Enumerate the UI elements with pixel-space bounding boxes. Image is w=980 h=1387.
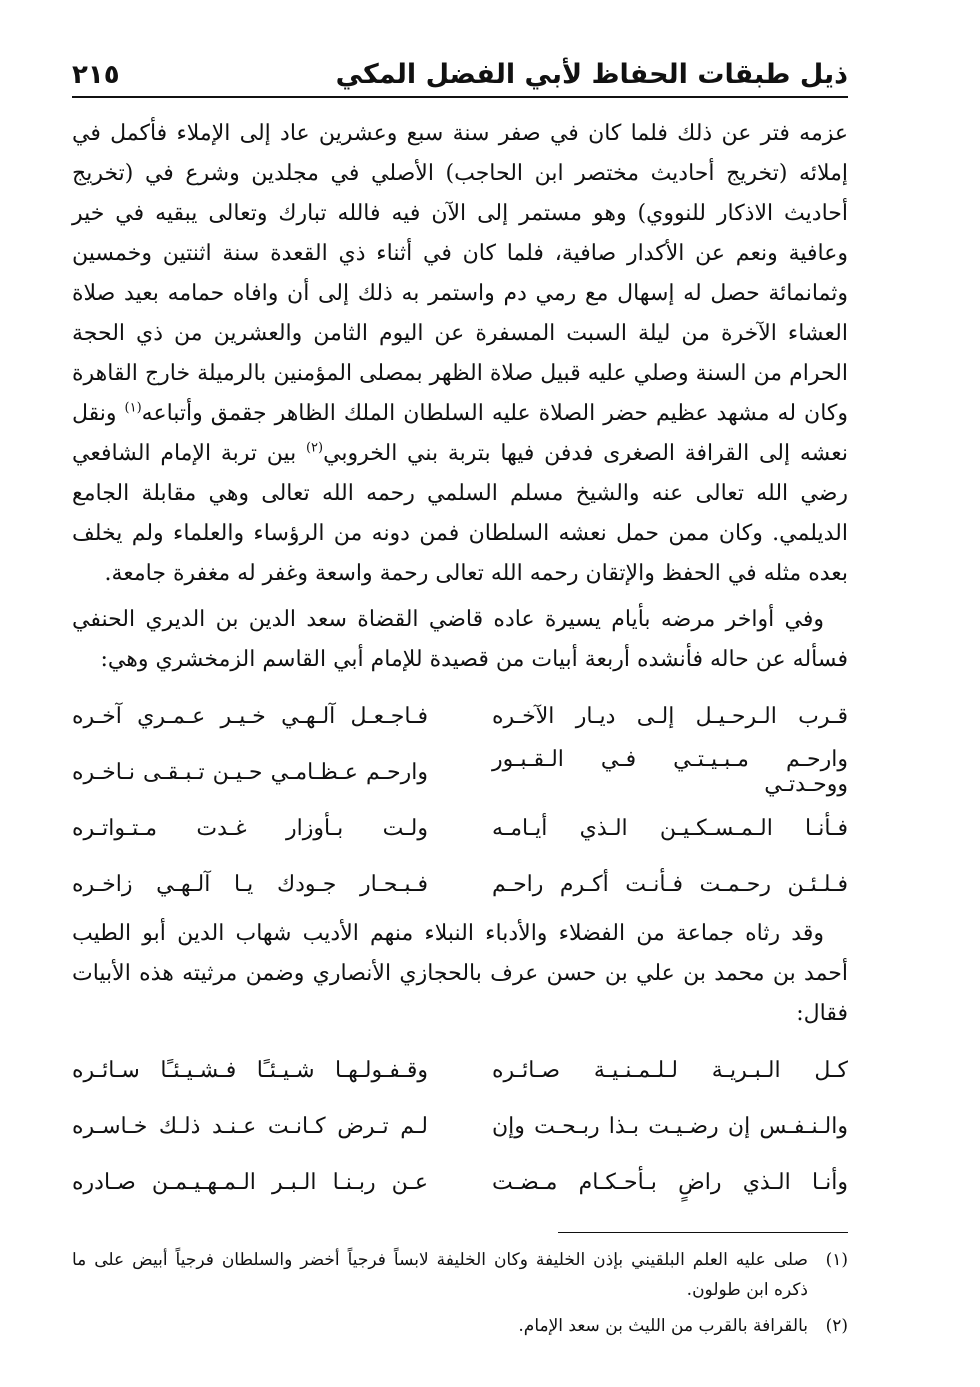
verse-first-hemistich: فـأنـا الـمـسـكـيـن الـذي أيـامـه bbox=[492, 815, 848, 841]
verse-first-hemistich: قـرب الـرحـيـل إلـى ديـار الآخـره bbox=[492, 703, 848, 729]
verse-second-hemistich: وقـفـولـهـا شـيـئـًا فـشـيـئـًا سـائـره bbox=[72, 1057, 428, 1083]
verse-second-hemistich: عـن ربـنـا الـبـر الـمـهـيـمـن صـادره bbox=[72, 1169, 428, 1195]
footnote-number: (١) bbox=[825, 1250, 848, 1270]
verse-line bbox=[72, 1154, 848, 1210]
running-head: ذيل طبقات الحفاظ لأبي الفضل المكي bbox=[335, 59, 848, 90]
verse-first-hemistich: كـل الـبـريـة لـلـمـنـيـة صـائـره bbox=[492, 1057, 848, 1083]
verse-first-hemistich: وأنـا الـذي راضٍ بـأحـكـام مـضـت bbox=[492, 1169, 848, 1195]
verse-first-hemistich: فـلـئـن رحـمـت فـأنـت أكـرم راحـم bbox=[492, 871, 848, 897]
header-rule bbox=[72, 96, 848, 98]
verse-first-hemistich: والـنـفـس إن رضـيـت بـذا ربـحـت وإن bbox=[492, 1113, 848, 1139]
page-number: ٢١٥ bbox=[72, 60, 120, 90]
footnote bbox=[72, 1245, 848, 1305]
paragraph-1-part-c: بين تربة الإمام الشافعي رضي الله تعالى عنه والشيخ مسلم السلمي رحمه الله تعالى وهي مقابلة الجامع الديلمي. وكان ممن حمل نعشه السلطان فمن دونه من الرؤساء والعلماء ولم يخلف بعده مثله في الحفظ والإتقان رحمه الله تعالى رحمة واسعة وغفر له مغفرة جامعة. bbox=[72, 441, 848, 586]
poem-2 bbox=[72, 1042, 848, 1210]
paragraph-1-part-a: عزمه فتر عن ذلك فلما كان في صفر سنة سبع وعشرين عاد إلى الإملاء فأكمل في إملائه (تخريج أحاديث مختصر ابن الحاجب) الأصلي في مجلدين وشرع في (تخريج أحاديث الاذكار للنووي) وهو مستمر إلى الآن فيه فالله تبارك وتعالى يبقيه في خير وعافية ونعم عن الأكدار صافية، فلما كان في أثناء ذي القعدة سنة اثنتين وخمسين وثمانمائة حصل له إسهال مع رمي دم واستمر به ذلك إلى أن وافاه حمامه بعيد صلاة العشاء الآخرة من ليلة السبت المسفرة عن اليوم الثامن والعشرين من ذي الحجة الحرام من السنة وصلي عليه قبيل صلاة الظهر بمصلى المؤمنين بالرميلة خارج القاهرة وكان له مشهد عظيم حضر الصلاة عليه السلطان الملك الظاهر جقمق وأتباعه bbox=[72, 121, 848, 426]
paragraph-1 bbox=[72, 114, 848, 594]
verse-line bbox=[72, 1098, 848, 1154]
verse-line bbox=[72, 744, 848, 800]
footnote-marker-2: (٢) bbox=[305, 440, 324, 456]
verse-second-hemistich: فـبـحـار جـودك يـا آلـهـي زاخـره bbox=[72, 871, 428, 897]
footnote-number: (٢) bbox=[825, 1316, 848, 1336]
verse-second-hemistich: ولـت بـأوزار غـدت مـتـواتـره bbox=[72, 815, 428, 841]
verse-line bbox=[72, 1042, 848, 1098]
verse-second-hemistich: وارحـم عـظـامـي حـيـن تـبـقـى نـاخـره bbox=[72, 759, 428, 785]
footnote-marker-1: (١) bbox=[124, 400, 142, 416]
paragraph-3: وقد رثاه جماعة من الفضلاء والأدباء النبلاء منهم الأديب شهاب الدين أبو الطيب أحمد بن محمد بن علي بن حسن عرف بالحجازي الأنصاري وضمن مرثيته هذه الأبيات فقال: bbox=[72, 921, 849, 1026]
verse-line bbox=[72, 800, 848, 856]
footnote bbox=[72, 1311, 848, 1341]
verse-second-hemistich: فـاجـعـل آلـهـي خـيـر عـمـري آخـره bbox=[72, 703, 428, 729]
page-header bbox=[72, 38, 848, 90]
verse-first-hemistich: وارحـم مـبـيـتـي فـي الـقـبـور ووحـدتـي bbox=[492, 747, 848, 797]
verse-line bbox=[72, 688, 848, 744]
verse-line bbox=[72, 856, 848, 912]
paragraph-1-part-b: ونقل نعشه إلى القرافة الصغرى فدفن فيها بتربة بني الخروبي bbox=[72, 401, 848, 466]
footnote-rule bbox=[558, 1232, 848, 1233]
paragraph-2: وفي أواخر مرضه بأيام يسيرة عاده قاضي القضاة سعد الدين بن الديري الحنفي فسأله عن حاله فأنشده أربعة أبيات من قصيدة للإمام أبي القاسم الزمخشري وهي: bbox=[72, 607, 848, 672]
book-page bbox=[72, 38, 848, 1347]
footnote-text: صلى عليه العلم البلقيني بإذن الخليفة وكان الخليفة لابساً فرجياً أخضر والسلطان فرجياً أبيض على ما ذكره ابن طولون. bbox=[72, 1250, 808, 1300]
verse-second-hemistich: لـم تـرض كـانـت عـنـد ذلـك خـاسـره bbox=[72, 1113, 428, 1139]
footnotes bbox=[72, 1245, 848, 1341]
footnote-text: بالقرافة بالقرب من الليث بن سعد الإمام. bbox=[518, 1316, 808, 1336]
poem-1 bbox=[72, 688, 848, 912]
